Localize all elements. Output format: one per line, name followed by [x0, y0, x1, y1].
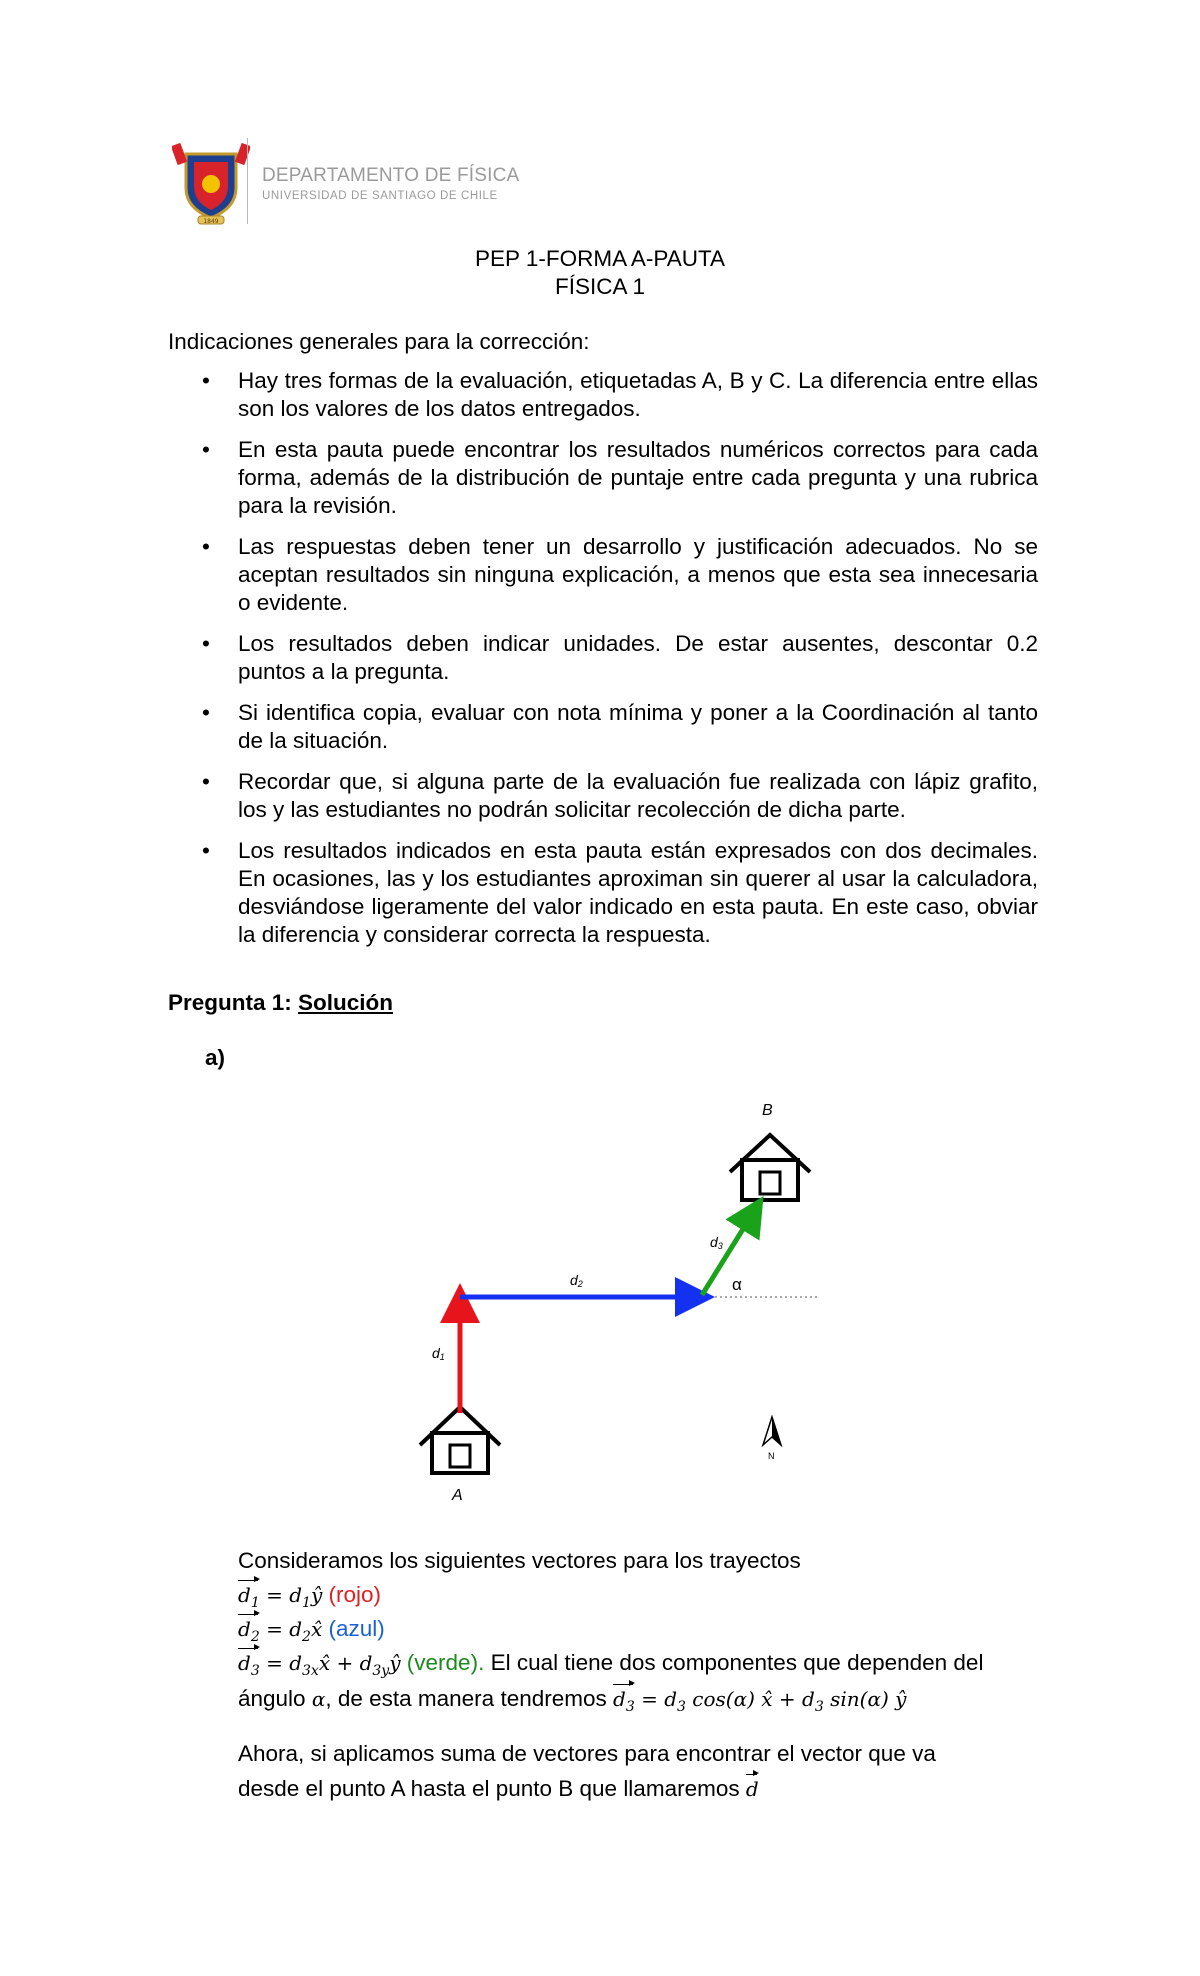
header-divider	[247, 138, 248, 224]
equation-d1: $d_1$ = $d_1ŷ$ (rojo)	[238, 1578, 1038, 1620]
logo-year: 1849	[203, 218, 219, 225]
bullet-icon: •	[202, 368, 210, 393]
instructions-list	[168, 367, 1038, 962]
d3-color-tag: (verde).	[406, 1650, 485, 1675]
list-item-text: Hay tres formas de la evaluación, etiquetadas A, B y C. La diferencia entre ellas son los valores de los datos entregados.	[238, 368, 1038, 421]
bullet-icon: •	[202, 769, 210, 794]
label-d3: d3	[710, 1234, 723, 1251]
north-arrow-icon	[763, 1417, 781, 1461]
solution-line-6: Ahora, si aplicamos suma de vectores para encontrar el vector que va	[238, 1741, 936, 1766]
solution-line-7: desde el punto A hasta el punto B que llamaremos d	[238, 1772, 1038, 1806]
angle-text: ángulo	[238, 1686, 312, 1711]
equation-d2: $d_2$ = $d_2x̂$ (azul)	[238, 1612, 1038, 1654]
vector-diagram	[380, 1095, 860, 1515]
question-heading	[168, 990, 393, 1016]
label-b: B	[762, 1102, 773, 1119]
list-item	[168, 630, 1038, 686]
bullet-icon: •	[202, 437, 210, 462]
house-b-icon	[730, 1135, 810, 1200]
list-item-text: Recordar que, si alguna parte de la evaluación fue realizada con lápiz grafito, los y las estudiantes no podrán solicitar recolección de dicha parte.	[238, 769, 1038, 822]
university-name: UNIVERSIDAD DE SANTIAGO DE CHILE	[262, 190, 498, 202]
list-item	[168, 837, 1038, 949]
university-logo	[172, 140, 250, 226]
list-item-text: Los resultados indicados en esta pauta están expresados con dos decimales. En ocasiones, las y los estudiantes aproximan sin querer al usar la calculadora, desviándose ligeramente del valor indicado en esta pauta. En este caso, obviar la diferencia y considerar correcta la respuesta.	[238, 838, 1038, 947]
then-text: , de esta manera tendremos	[325, 1686, 613, 1711]
list-item-text: En esta pauta puede encontrar los resultados numéricos correctos para cada forma, además de la distribución de puntaje entre cada pregunta y una rubrica para la revisión.	[238, 437, 1038, 518]
bullet-icon: •	[202, 838, 210, 863]
label-alpha: α	[732, 1275, 742, 1294]
d2-color-tag: (azul)	[328, 1616, 385, 1641]
label-d1: d1	[432, 1345, 445, 1362]
label-d2: d2	[570, 1272, 583, 1289]
vector-sum-text: desde el punto A hasta el punto B que llamaremos	[238, 1776, 746, 1801]
bullet-icon: •	[202, 700, 210, 725]
list-item	[168, 436, 1038, 520]
equation-d3: $d_3$ = $d_{3x}x̂$ + $d_{3y}ŷ$ (verde). El cual tiene dos componentes que dependen del	[238, 1646, 1038, 1688]
list-item-text: Las respuestas deben tener un desarrollo y justificación adecuados. No se aceptan resultados sin ninguna explicación, a menos que esta sea innecesaria o evidente.	[238, 534, 1038, 615]
bullet-icon: •	[202, 631, 210, 656]
solution-label: Solución	[298, 990, 394, 1015]
list-item-text: Los resultados deben indicar unidades. De estar ausentes, descontar 0.2 puntos a la pregunta.	[238, 631, 1038, 684]
department-name: DEPARTAMENTO DE FÍSICA	[262, 165, 520, 186]
list-item	[168, 533, 1038, 617]
label-a: A	[452, 1487, 463, 1504]
house-a-icon	[420, 1407, 500, 1473]
list-item	[168, 367, 1038, 423]
solution-line-5: ángulo α, de esta manera tendremos $d_3 = d_3$ cos(α) x̂ + $d_3$ sin(α) ŷ	[238, 1682, 1038, 1724]
svg-text:N: N	[768, 1451, 775, 1461]
list-item	[168, 768, 1038, 824]
question-label: Pregunta 1:	[168, 990, 292, 1015]
vector-d3	[702, 1213, 753, 1295]
solution-line-1: Consideramos los siguientes vectores para los trayectos	[238, 1548, 801, 1573]
list-item	[168, 699, 1038, 755]
list-item-text: Si identifica copia, evaluar con nota mínima y poner a la Coordinación al tanto de la situación.	[238, 700, 1038, 753]
document-title: PEP 1-FORMA A-PAUTA	[474, 246, 726, 271]
document-subtitle: FÍSICA 1	[554, 274, 646, 299]
part-label: a)	[205, 1045, 226, 1070]
intro-text: Indicaciones generales para la corrección:	[168, 329, 590, 354]
d3-description: El cual tiene dos componentes que dependen del	[484, 1650, 984, 1675]
bullet-icon: •	[202, 534, 210, 559]
d1-color-tag: (rojo)	[328, 1582, 382, 1607]
